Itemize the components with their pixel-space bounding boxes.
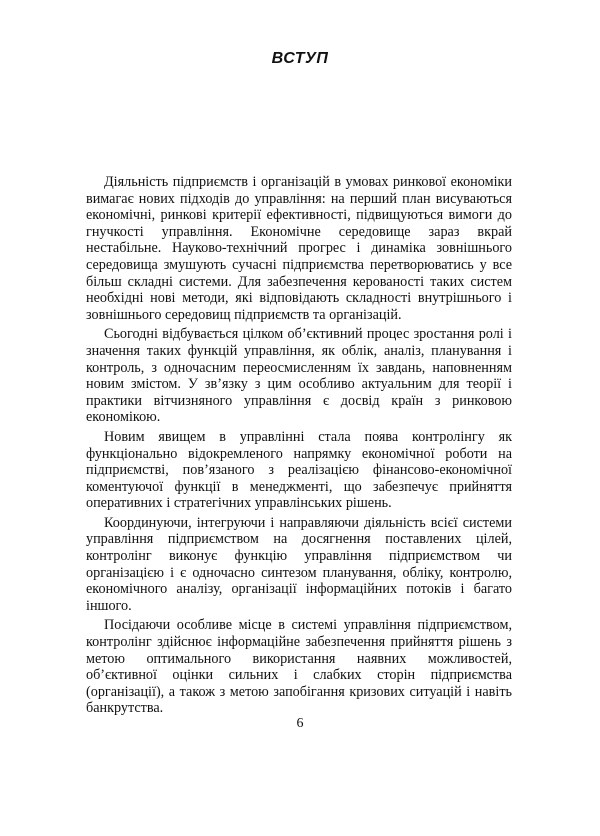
page-title: ВСТУП [271,50,329,67]
paragraph: Новим явищем в управлінні стала поява контролінгу як функціонально відокремленого напрямку економічної роботи на підприємстві, пов’язаного з реалізацією фінансово-економічної коментуючої функції в менеджменті, що забезпечує прийняття оперативних і стратегічних управлінських рішень. [86,428,512,512]
body-text [86,174,512,720]
paragraph: Координуючи, інтегруючи і направляючи діяльність всієї системи управління підприємством на досягнення поставлених цілей, контролінг виконує функцію управління підприємством чи організацією і є одночасно синтезом планування, обліку, контролю, економічного аналізу, організації інформаційних потоків і багато іншого. [86,514,512,614]
paragraph: Сьогодні відбувається цілком об’єктивний процес зростання ролі і значення таких функцій управління, як облік, аналіз, планування і контроль, з одночасним переосмисленням їх завдань, наповненням новим змістом. У зв’язку з цим особливо актуальним для теорії і практики вітчизняного управління є досвід країн з ринковою економікою. [86,326,512,426]
page-number: 6 [296,716,304,731]
paragraph: Діяльність підприємств і організацій в умовах ринкової економіки вимагає нових підходів до управління: на перший план висуваються економічні, ринкові критерії ефективності, підвищуються вимоги до гнучкості управління. Економічне середовище зараз вкрай нестабільне. Науково-технічний прогрес і динаміка зовнішнього середовища змушують сучасні підприємства перетворюватись у все більш складні системи. Для забезпечення керованості таких систем необхідні нові методи, які відповідають складності внутрішнього і зовнішнього середовищ підприємств та організацій. [86,174,512,323]
paragraph: Посідаючи особливе місце в системі управління підприємством, контролінг здійснює інформаційне забезпечення прийняття рішень з метою оптимального використання наявних можливостей, об’єктивної оцінки сильних і слабких сторін підприємства (організації), а також з метою запобігання кризових ситуацій і навіть банкрутства. [86,617,512,717]
